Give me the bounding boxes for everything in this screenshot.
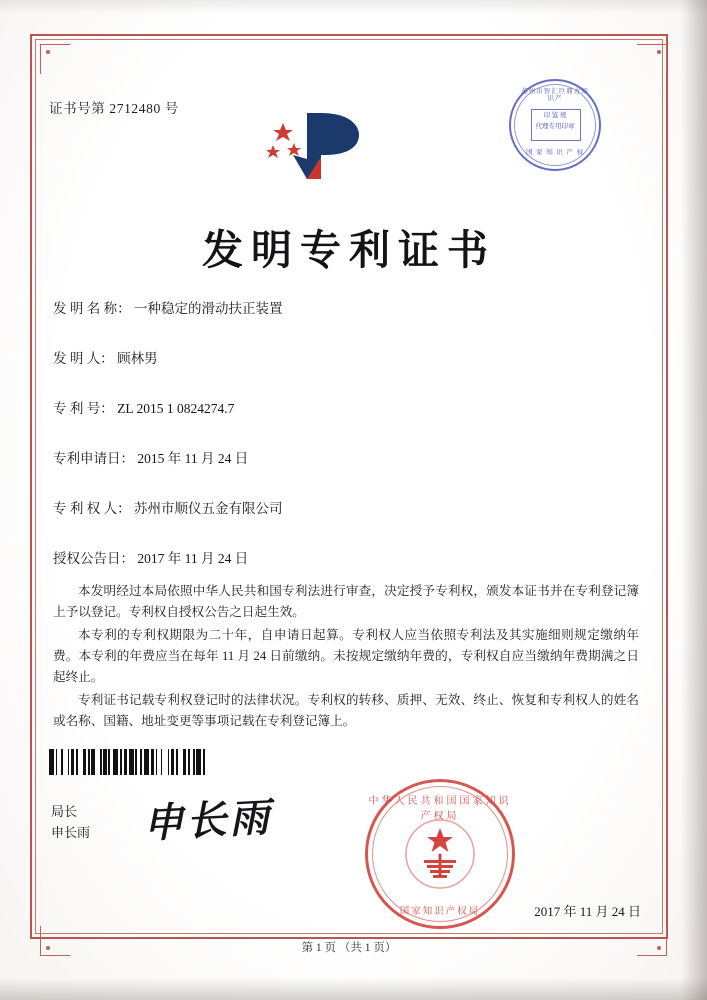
field-grant-publication-date bbox=[53, 547, 248, 567]
field-label: 授权公告日： bbox=[53, 551, 134, 566]
scan-shadow-bottom bbox=[0, 978, 707, 1000]
legal-paragraph: 专利证书记载专利权登记时的法律状况。专利权的转移、质押、无效、终止、恢复和专利权人的姓名或名称、国籍、地址变更等事项记载在专利登记簿上。 bbox=[53, 693, 639, 728]
field-value: 2017 年 11 月 24 日 bbox=[137, 551, 249, 566]
seal-blue-line2: 代理专用印章 bbox=[535, 123, 575, 130]
field-label: 专 利 号： bbox=[53, 401, 114, 416]
patent-office-logo-icon bbox=[263, 107, 381, 185]
seal-blue-arc-top-text: 苏州市智汇巨鼎方知识产 bbox=[521, 88, 589, 103]
issue-date: 2017 年 11 月 24 日 bbox=[534, 904, 641, 919]
signature-name: 申长雨 bbox=[51, 825, 91, 840]
field-label: 发 明 名 称： bbox=[53, 301, 131, 316]
field-value: 顾林男 bbox=[117, 351, 158, 366]
signature-labels bbox=[51, 801, 90, 843]
field-label: 专利申请日： bbox=[53, 451, 134, 466]
patent-barcode bbox=[49, 749, 263, 775]
seal-red-arc-top-text: 中华人民共和国国家知识产权局 bbox=[368, 796, 512, 822]
page-title: 发明专利证书 bbox=[202, 227, 496, 273]
field-label: 专 利 权 人： bbox=[53, 501, 131, 516]
patent-agency-registration-seal bbox=[509, 79, 601, 171]
legal-paragraph: 本发明经过本局依照中华人民共和国专利法进行审查，决定授予专利权，颁发本证书并在专利登记簿上予以登记。专利权自授权公告之日起生效。 bbox=[53, 584, 639, 619]
field-value: 2015 年 11 月 24 日 bbox=[137, 451, 249, 466]
scan-shadow-right bbox=[681, 0, 707, 1000]
china-national-ip-administration-seal bbox=[365, 779, 515, 929]
field-inventor bbox=[53, 347, 158, 367]
field-value: 苏州市顺仪五金有限公司 bbox=[134, 501, 283, 516]
scan-shadow-top bbox=[0, 0, 707, 14]
field-application-date bbox=[53, 447, 248, 467]
field-patent-number bbox=[53, 397, 234, 417]
seal-blue-line1: 印 鉴 规 bbox=[543, 112, 567, 119]
field-label: 发 明 人： bbox=[53, 351, 114, 366]
seal-red-arc-bottom-text: 国家知识产权局 bbox=[399, 907, 481, 917]
field-patentee bbox=[53, 497, 283, 517]
handwritten-signature: 申长雨 bbox=[142, 794, 274, 847]
certificate-number: 证书号第 2712480 号 bbox=[49, 101, 179, 116]
national-emblem-icon bbox=[402, 816, 478, 892]
signature-role: 局长 bbox=[51, 804, 78, 819]
legal-text-block bbox=[53, 581, 639, 734]
legal-paragraph: 本专利的专利权期限为二十年，自申请日起算。专利权人应当依照专利法及其实施细则规定缴纳年费。本专利的年费应当在每年 11 月 24 日前缴纳。未按规定缴纳年费的，专利权自应当缴纳年费期满之日起终止。 bbox=[53, 628, 639, 684]
seal-blue-arc-bottom-text: 国 家 知 识 产 权 bbox=[525, 149, 585, 156]
field-invention-name bbox=[53, 297, 283, 317]
field-value: 一种稳定的滑动扶正装置 bbox=[134, 301, 283, 316]
page-footer: 第 1 页 （共 1 页） bbox=[301, 942, 397, 954]
field-value: ZL 2015 1 0824274.7 bbox=[117, 401, 235, 416]
certificate-content bbox=[35, 39, 663, 954]
